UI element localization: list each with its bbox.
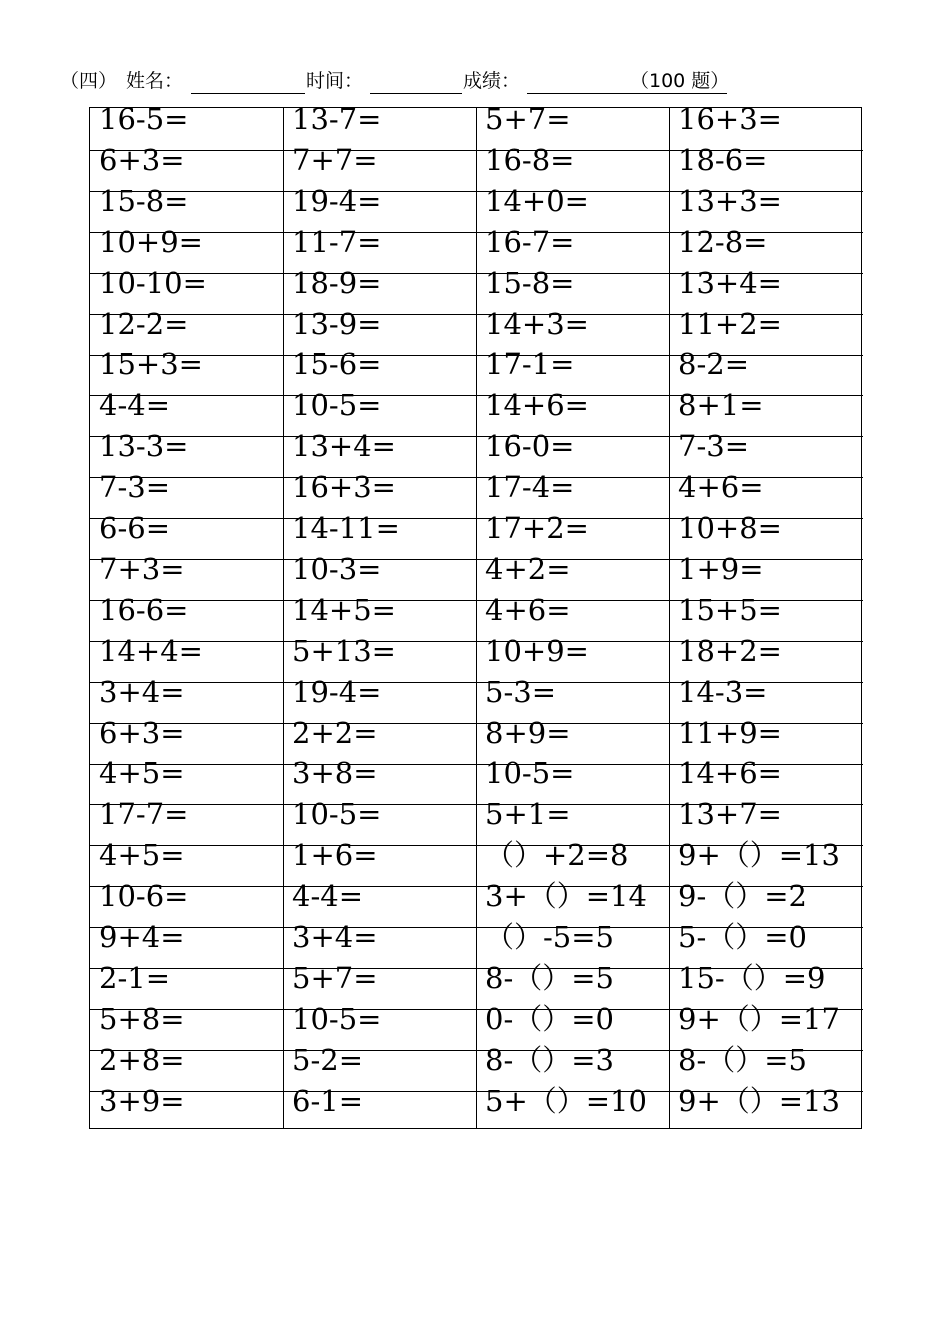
problem-cell: 8+9= (485, 716, 571, 750)
problem-cell: 16+3= (292, 470, 396, 504)
problem-cell: （）+2=8 (485, 838, 629, 872)
problem-cell: 9+4= (99, 920, 185, 954)
problem-cell: 8-（）=5 (678, 1043, 807, 1077)
problem-cell: 2-1= (99, 961, 170, 995)
problem-cell: 1+9= (678, 552, 764, 586)
problem-cell: 2+8= (99, 1043, 185, 1077)
problem-cell: 16+3= (678, 102, 782, 136)
column-divider (283, 108, 284, 1128)
problem-cell: 15-8= (485, 266, 575, 300)
problem-cell: 12-8= (678, 225, 768, 259)
problem-cell: 5-（）=0 (678, 920, 807, 954)
problem-cell: 10-6= (99, 879, 189, 913)
time-label: 时间： (306, 70, 364, 92)
problem-cell: 5-2= (292, 1043, 363, 1077)
problem-cell: 13-7= (292, 102, 382, 136)
problem-cell: 14+3= (485, 307, 589, 341)
name-label: 姓名： (126, 70, 184, 92)
time-field[interactable] (370, 93, 462, 94)
problem-cell: 10-5= (485, 756, 575, 790)
problem-cell: 4+2= (485, 552, 571, 586)
problem-cell: 4-4= (292, 879, 363, 913)
problem-cell: 4+6= (485, 593, 571, 627)
score-field[interactable] (527, 93, 727, 94)
problem-cell: 15+5= (678, 593, 782, 627)
problem-cell: 13+3= (678, 184, 782, 218)
column-divider (476, 108, 477, 1128)
problem-cell: 15-（）=9 (678, 961, 826, 995)
problem-cell: 8-2= (678, 347, 749, 381)
problem-cell: 10+9= (485, 634, 589, 668)
problem-cell: 13+7= (678, 797, 782, 831)
problem-cell: 17-1= (485, 347, 575, 381)
problem-cell: 10-5= (292, 797, 382, 831)
problem-cell: 13-9= (292, 307, 382, 341)
problem-cell: 13+4= (678, 266, 782, 300)
problem-cell: 5+8= (99, 1002, 185, 1036)
problem-cell: 7-3= (99, 470, 170, 504)
problem-cell: 5-3= (485, 675, 556, 709)
problem-cell: 6+3= (99, 143, 185, 177)
problem-cell: 0-（）=0 (485, 1002, 614, 1036)
problem-cell: 14+5= (292, 593, 396, 627)
problem-cell: 9+（）=13 (678, 1084, 840, 1118)
problem-cell: 13-3= (99, 429, 189, 463)
problem-cell: 4+5= (99, 838, 185, 872)
problem-cell: 3+9= (99, 1084, 185, 1118)
problem-cell: 14-11= (292, 511, 400, 545)
problem-cell: 5+（）=10 (485, 1084, 647, 1118)
problem-cell: 3+4= (99, 675, 185, 709)
problem-cell: 15+3= (99, 347, 203, 381)
problem-cell: 7-3= (678, 429, 749, 463)
problem-cell: 10-3= (292, 552, 382, 586)
problem-cell: 16-0= (485, 429, 575, 463)
problem-cell: 15-8= (99, 184, 189, 218)
question-count: （100 题） (630, 70, 730, 92)
problem-cell: 2+2= (292, 716, 378, 750)
problem-cell: 3+4= (292, 920, 378, 954)
problem-cell: 10-5= (292, 1002, 382, 1036)
problem-cell: 10+9= (99, 225, 203, 259)
problem-cell: 17+2= (485, 511, 589, 545)
problem-cell: 14+0= (485, 184, 589, 218)
problem-cell: 17-4= (485, 470, 575, 504)
problem-cell: 1+6= (292, 838, 378, 872)
problem-cell: 13+4= (292, 429, 396, 463)
problem-cell: 18-9= (292, 266, 382, 300)
problem-cell: 12-2= (99, 307, 189, 341)
problem-cell: 16-8= (485, 143, 575, 177)
problem-cell: 19-4= (292, 675, 382, 709)
problem-cell: 19-4= (292, 184, 382, 218)
sheet-index: （四） (60, 70, 118, 92)
problem-cell: 16-7= (485, 225, 575, 259)
problem-cell: 5+13= (292, 634, 396, 668)
problem-cell: （）-5=5 (485, 920, 614, 954)
problem-cell: 14+6= (678, 756, 782, 790)
problem-cell: 5+7= (292, 961, 378, 995)
problem-cell: 10+8= (678, 511, 782, 545)
worksheet-header (60, 60, 760, 100)
problem-cell: 4+5= (99, 756, 185, 790)
problem-cell: 14-3= (678, 675, 768, 709)
problem-cell: 15-6= (292, 347, 382, 381)
problem-cell: 10-5= (292, 388, 382, 422)
problem-cell: 8+1= (678, 388, 764, 422)
problem-cell: 3+（）=14 (485, 879, 647, 913)
problem-cell: 9-（）=2 (678, 879, 807, 913)
problem-cell: 7+7= (292, 143, 378, 177)
problem-cell: 5+1= (485, 797, 571, 831)
problem-cell: 11+2= (678, 307, 782, 341)
problem-cell: 8-（）=3 (485, 1043, 614, 1077)
problem-cell: 16-5= (99, 102, 189, 136)
problem-cell: 9+（）=13 (678, 838, 840, 872)
problem-cell: 18+2= (678, 634, 782, 668)
problem-cell: 17-7= (99, 797, 189, 831)
problem-cell: 6+3= (99, 716, 185, 750)
problem-cell: 5+7= (485, 102, 571, 136)
problem-cell: 11+9= (678, 716, 782, 750)
problem-cell: 14+6= (485, 388, 589, 422)
problem-grid (89, 102, 862, 1129)
problem-cell: 18-6= (678, 143, 768, 177)
problem-cell: 11-7= (292, 225, 382, 259)
problem-cell: 10-10= (99, 266, 207, 300)
problem-cell: 6-1= (292, 1084, 363, 1118)
problem-cell: 8-（）=5 (485, 961, 614, 995)
score-label: 成绩： (463, 70, 521, 92)
problem-cell: 9+（）=17 (678, 1002, 840, 1036)
column-divider (669, 108, 670, 1128)
problem-cell: 14+4= (99, 634, 203, 668)
problem-cell: 4-4= (99, 388, 170, 422)
problem-cell: 6-6= (99, 511, 170, 545)
problem-cell: 16-6= (99, 593, 189, 627)
problem-cell: 4+6= (678, 470, 764, 504)
problem-cell: 3+8= (292, 756, 378, 790)
problem-cell: 7+3= (99, 552, 185, 586)
name-field[interactable] (191, 93, 305, 94)
